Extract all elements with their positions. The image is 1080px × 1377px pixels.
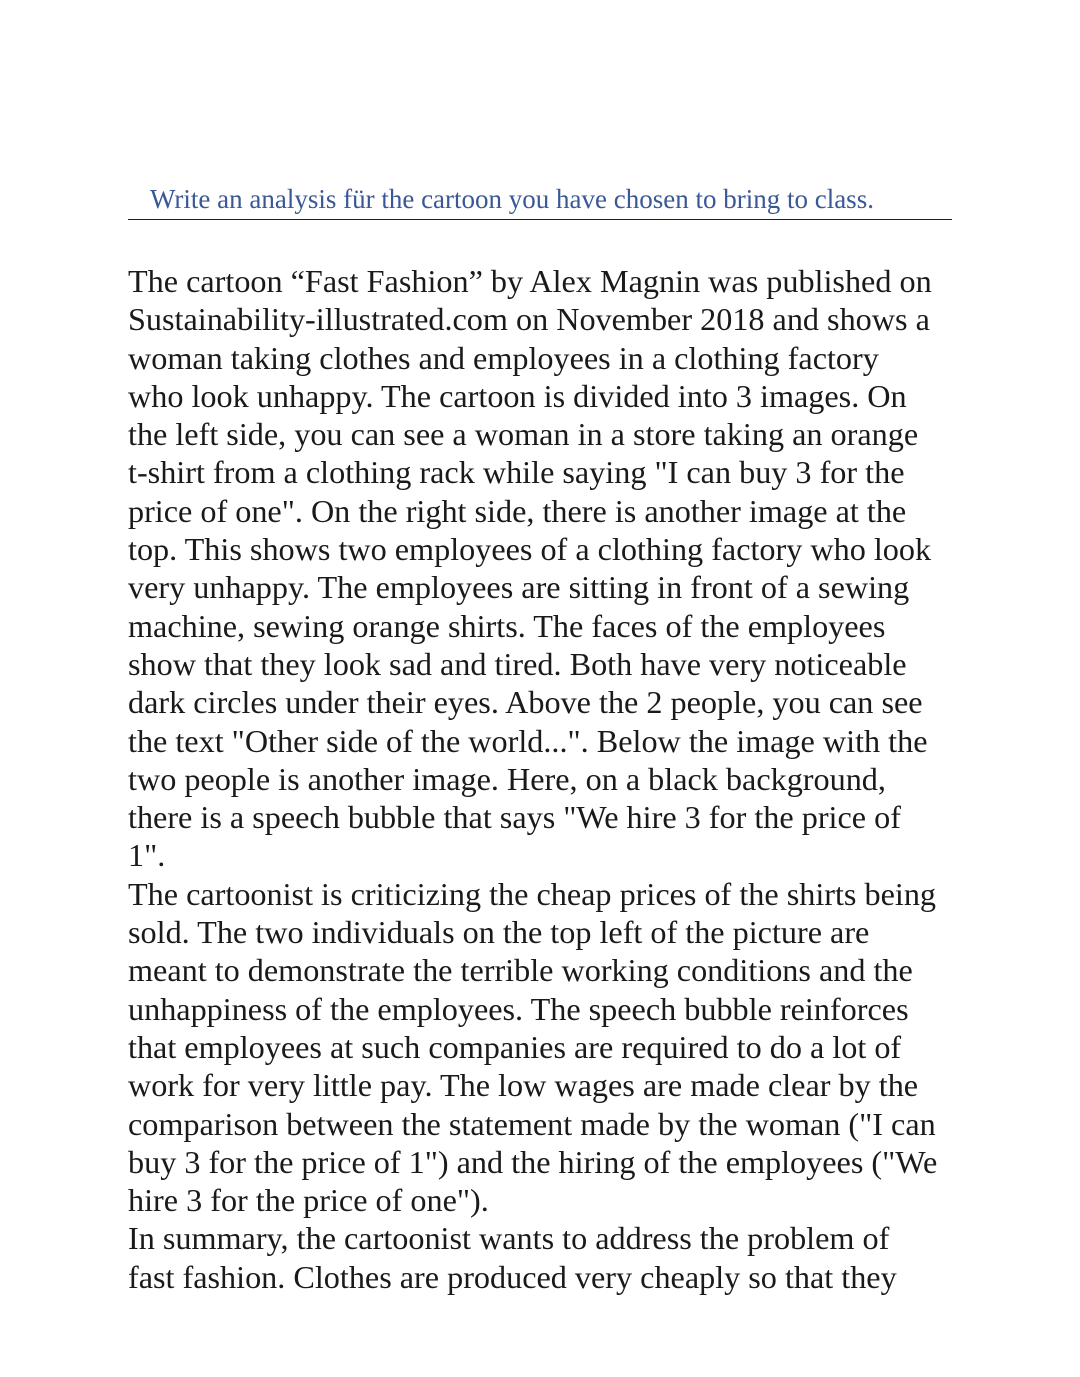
essay-line: comparison between the statement made by the woman ("I can (128, 1105, 936, 1142)
essay-line: the text "Other side of the world...". Below the image with the (128, 722, 928, 759)
essay-line: In summary, the cartoonist wants to address the problem of (128, 1220, 890, 1257)
assignment-heading: Write an analysis für the cartoon you have chosen to bring to class. (150, 184, 874, 214)
essay-line: who look unhappy. The cartoon is divided into 3 images. On (128, 377, 907, 414)
essay-line: there is a speech bubble that says "We hire 3 for the price of (128, 799, 901, 836)
essay-body (128, 262, 954, 1296)
essay-line: dark circles under their eyes. Above the 2 people, you can see (128, 684, 923, 721)
essay-line: very unhappy. The employees are sitting in front of a sewing (128, 569, 910, 606)
essay-line: the left side, you can see a woman in a store taking an orange (128, 416, 919, 453)
essay-line: sold. The two individuals on the top left of the picture are (128, 914, 870, 951)
essay-line: unhappiness of the employees. The speech bubble reinforces (128, 990, 909, 1027)
assignment-heading-container (128, 181, 952, 220)
essay-line: price of one". On the right side, there is another image at the (128, 492, 907, 529)
essay-line: The cartoon “Fast Fashion” by Alex Magnin was published on (128, 263, 932, 299)
essay-line: 1". (128, 837, 166, 874)
essay-line: t-shirt from a clothing rack while saying "I can buy 3 for the (128, 454, 905, 491)
essay-line: woman taking clothes and employees in a clothing factory (128, 339, 879, 376)
essay-line: work for very little pay. The low wages are made clear by the (128, 1067, 919, 1104)
essay-line: fast fashion. Clothes are produced very cheaply so that they (128, 1258, 897, 1295)
essay-line: machine, sewing orange shirts. The faces of the employees (128, 607, 886, 644)
essay-line: meant to demonstrate the terrible working conditions and the (128, 952, 913, 989)
essay-line: Sustainability-illustrated.com on November 2018 and shows a (128, 301, 930, 338)
essay-line: buy 3 for the price of 1") and the hiring of the employees ("We (128, 1143, 938, 1180)
essay-line: top. This shows two employees of a clothing factory who look (128, 531, 932, 568)
essay-line: show that they look sad and tired. Both have very noticeable (128, 645, 907, 682)
essay-line: The cartoonist is criticizing the cheap prices of the shirts being (128, 875, 937, 912)
essay-line: hire 3 for the price of one"). (128, 1182, 489, 1219)
essay-line: two people is another image. Here, on a black background, (128, 760, 886, 797)
essay-line: that employees at such companies are required to do a lot of (128, 1028, 902, 1065)
